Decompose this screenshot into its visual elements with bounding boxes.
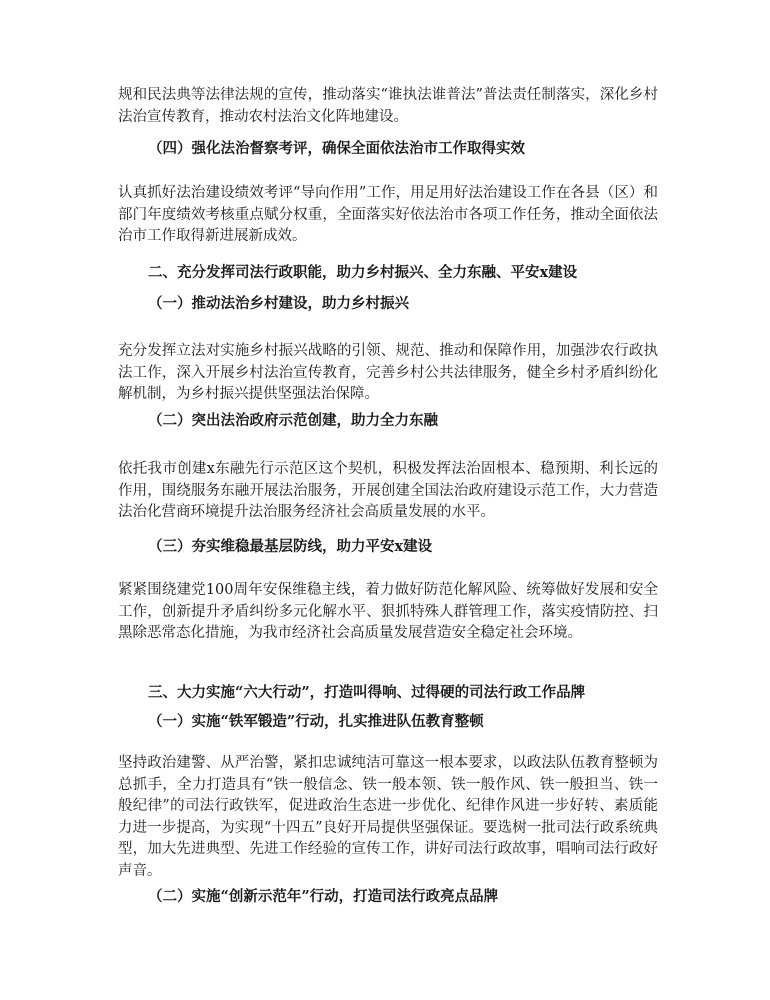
paragraph-stability: 紧紧围绕建党100周年安保维稳主线，着力做好防范化解风险、统筹做好发展和安全工作，创新提升矛盾纠纷多元化解水平、狠抓特殊人群管理工作，落实疫情防控、扫黑除恶常态化措施，为我市经济社会高质量发展营造安全稳定社会环境。 [118, 582, 658, 642]
paragraph-law-promotion: 规和民法典等法律法规的宣传，推动落实“谁执法谁普法”普法责任制落实，深化乡村法治宣传教育，推动农村法治文化阵地建设。 [118, 87, 658, 125]
section-heading-4: （四）强化法治督察考评，确保全面依法治市工作取得实效 [148, 140, 525, 157]
paragraph-east-integration: 依托我市创建x东融先行示范区这个契机，积极发挥法治固根本、稳预期、利长远的作用，围绕服务东融开展法治服务，开展创建全国法治政府建设示范工作，大力营造法治化营商环境提升法治服务经济社会高质量发展的水平。 [118, 461, 658, 521]
section-heading-3-2: （二）实施“创新示范年”行动，打造司法行政亮点品牌 [148, 888, 499, 905]
section-heading-3-1: （一）实施“铁军锻造”行动，扎实推进队伍教育整顿 [148, 713, 484, 730]
paragraph-rural-revitalization: 充分发挥立法对实施乡村振兴战略的引领、规范、推动和保障作用，加强涉农行政执法工作，深入开展乡村法治宣传教育，完善乡村公共法律服务，健全乡村矛盾纠纷化解机制，为乡村振兴提供坚强法治保障。 [118, 343, 658, 403]
section-heading-2-1: （一）推动法治乡村建设，助力乡村振兴 [148, 295, 409, 312]
chapter-heading-3: 三、大力实施“六大行动”，打造叫得响、过得硬的司法行政工作品牌 [148, 684, 586, 701]
paragraph-evaluation: 认真抓好法治建设绩效考评“导向作用”工作，用足用好法治建设工作在各县（区）和部门年度绩效考核重点赋分权重，全面落实好依法治市各项工作任务，推动全面依法治市工作取得新进展新成效。 [118, 185, 658, 245]
section-heading-2-3: （三）夯实维稳最基层防线，助力平安x建设 [148, 538, 433, 555]
section-heading-2-2: （二）突出法治政府示范创建，助力全力东融 [148, 412, 438, 429]
paragraph-team-building: 坚持政治建警、从严治警，紧扣忠诚纯洁可靠这一根本要求，以政法队伍教育整顿为总抓手，全力打造具有“铁一般信念、铁一般本领、铁一般作风、铁一般担当、铁一般纪律”的司法行政铁军，促进政治生态进一步优化、纪律作风进一步好转、素质能力进一步提高，为实现“十四五”良好开局提供坚强保证。要选树一批司法行政系统典型，加大先进典型、先进工作经验的宣传工作，讲好司法行政故事，唱响司法行政好声音。 [118, 755, 658, 879]
chapter-heading-2: 二、充分发挥司法行政职能，助力乡村振兴、全力东融、平安x建设 [148, 264, 578, 281]
